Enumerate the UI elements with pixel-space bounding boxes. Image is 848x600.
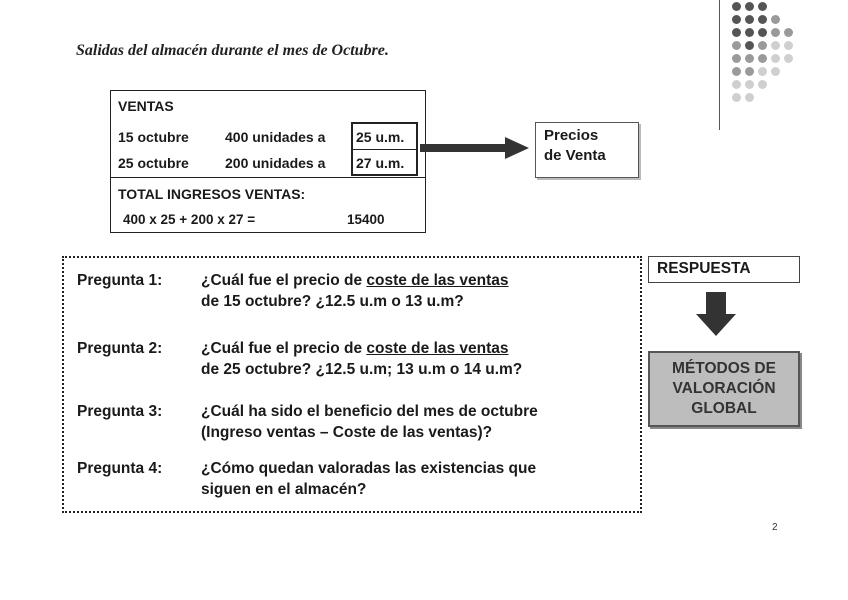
respuesta-box: RESPUESTA [648,256,800,283]
precios-line: Precios [544,127,599,144]
total-formula: 400 x 25 + 200 x 27 = [123,212,256,227]
sale-price: 25 u.m. [356,129,405,145]
decorative-dot [732,41,741,50]
decorative-dot [771,15,780,24]
questions-box [62,256,642,513]
metodos-line: VALORACIÓN [672,380,776,397]
decorative-dot [758,15,767,24]
decorative-dot [732,93,741,102]
decorative-vertical-line [719,0,720,130]
sales-divider [111,177,425,178]
question-text: ¿Cómo quedan valoradas las existencias que siguen en el almacén? [201,460,537,498]
right-arrow-head-icon [505,137,529,159]
decorative-dot [758,54,767,63]
decorative-dot [732,54,741,63]
decorative-dot [758,28,767,37]
decorative-dot [745,67,754,76]
sales-row-units: 400 unidades a [225,129,326,145]
metodos-line: MÉTODOS DE [672,360,776,377]
sales-row-date: 15 octubre [118,129,189,145]
metodos-line: GLOBAL [691,400,757,417]
decorative-dot [758,80,767,89]
decorative-dot [758,67,767,76]
precios-line: de Venta [544,147,606,164]
decorative-dot [745,93,754,102]
question-label: Pregunta 2: [77,340,163,357]
decorative-dot [745,28,754,37]
sale-price: 27 u.m. [356,155,405,171]
total-label: TOTAL INGRESOS VENTAS: [118,186,306,202]
decorative-dot [771,41,780,50]
down-arrow-head-icon [696,314,736,336]
question-label: Pregunta 4: [77,460,163,477]
decorative-dot [732,67,741,76]
page-title: Salidas del almacén durante el mes de Octubre. [76,42,389,59]
question-text: ¿Cuál fue el precio de coste de las ventas de 15 octubre? ¿12.5 u.m o 13 u.m? [201,272,509,310]
decorative-dot [745,41,754,50]
metodos-valoracion-box [648,351,800,427]
sales-row-units: 200 unidades a [225,155,326,171]
price-divider [353,149,416,150]
question-label: Pregunta 1: [77,272,163,289]
decorative-dot [758,2,767,11]
decorative-dot [745,2,754,11]
decorative-dot [784,41,793,50]
decorative-dot [784,28,793,37]
total-value: 15400 [347,212,385,227]
decorative-dot [771,67,780,76]
decorative-dot [745,54,754,63]
decorative-dot [732,15,741,24]
decorative-dot [771,28,780,37]
decorative-dot [745,80,754,89]
decorative-dot [784,54,793,63]
precios-de-venta-box [535,122,639,178]
decorative-dot [732,2,741,11]
page-number: 2 [772,522,778,533]
question-label: Pregunta 3: [77,403,163,420]
right-arrow-icon [420,144,508,152]
decorative-dot [732,28,741,37]
sales-heading: VENTAS [118,98,174,114]
sales-table [110,90,426,233]
decorative-dot [745,15,754,24]
decorative-dot [758,41,767,50]
question-text: ¿Cuál fue el precio de coste de las ventas de 25 octubre? ¿12.5 u.m; 13 u.m o 14 u.m? [201,340,523,378]
decorative-dot [732,80,741,89]
sales-row-date: 25 octubre [118,155,189,171]
question-text: ¿Cuál ha sido el beneficio del mes de octubre (Ingreso ventas – Coste de las ventas)? [201,403,538,441]
down-arrow-icon [706,292,726,314]
decorative-dot [771,54,780,63]
sale-prices-box [351,122,418,176]
